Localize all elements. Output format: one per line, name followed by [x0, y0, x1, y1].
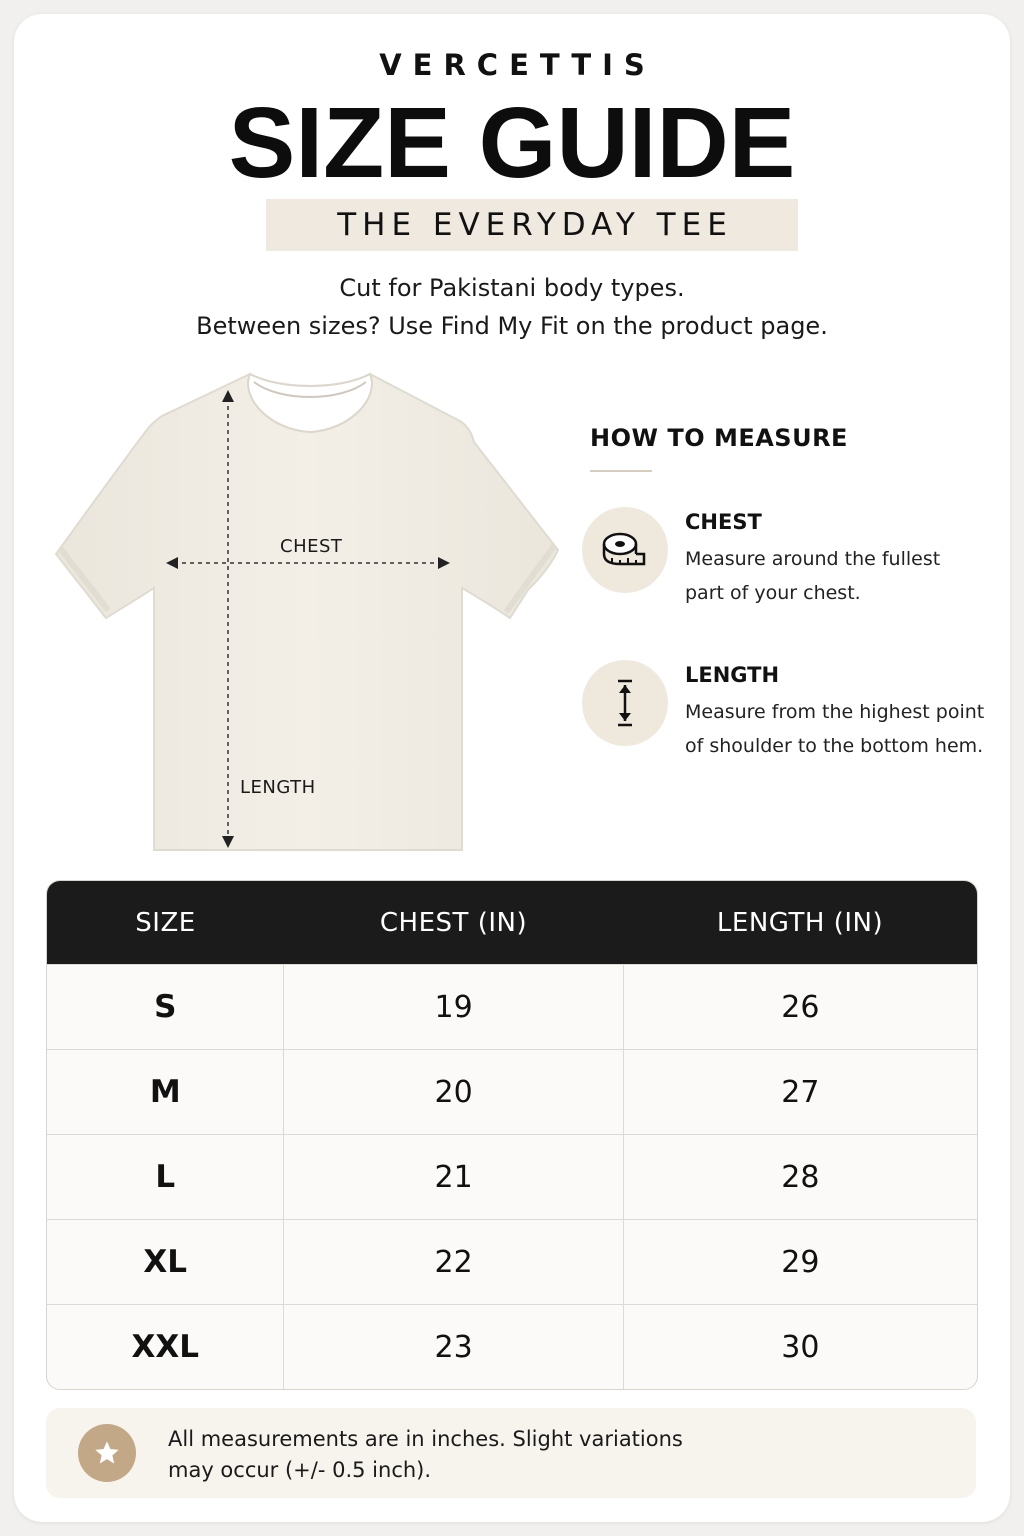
chest-cell: 22 [283, 1220, 622, 1304]
length-description: Measure from the highest point of shoulder to the bottom hem. [685, 701, 985, 757]
length-cell: 27 [623, 1050, 977, 1134]
tagline-line-1: Cut for Pakistani body types. [339, 274, 685, 302]
tshirt-diagram [50, 368, 562, 858]
brand-name: VERCETTIS [379, 48, 656, 82]
measuring-tape-icon [582, 507, 668, 593]
tagline-line-2: Between sizes? Use Find My Fit on the product page. [196, 312, 828, 340]
note-line-2: may occur (+/- 0.5 inch). [168, 1458, 432, 1482]
chest-cell: 20 [283, 1050, 622, 1134]
table-row [47, 964, 977, 1049]
size-cell: XXL [131, 1329, 200, 1365]
chest-description: Measure around the fullest part of your chest. [685, 548, 941, 604]
chest-diagram-label: CHEST [280, 536, 343, 557]
product-subtitle-text: THE EVERYDAY TEE [337, 207, 733, 243]
star-icon [78, 1424, 136, 1482]
table-header [47, 881, 977, 964]
measurement-note [46, 1408, 976, 1498]
length-cell: 28 [623, 1135, 977, 1219]
length-heading: LENGTH [685, 663, 780, 687]
header-size: SIZE [135, 907, 196, 938]
size-cell: M [149, 1074, 181, 1110]
table-row [47, 1219, 977, 1304]
length-cell: 29 [623, 1220, 977, 1304]
product-subtitle [266, 199, 798, 251]
how-to-measure-title: HOW TO MEASURE [590, 424, 848, 452]
size-cell: XL [143, 1244, 188, 1280]
table-row [47, 1304, 977, 1389]
note-text [168, 1424, 788, 1486]
title-divider [590, 470, 652, 472]
page-title: SIZE GUIDE [228, 87, 796, 199]
vertical-arrow-icon [582, 660, 668, 746]
chest-cell: 21 [283, 1135, 622, 1219]
table-row [47, 1134, 977, 1219]
size-cell: L [155, 1159, 176, 1195]
chest-cell: 23 [283, 1305, 622, 1389]
length-diagram-label: LENGTH [240, 777, 316, 798]
size-cell: S [154, 989, 177, 1025]
table-row [47, 1049, 977, 1134]
chest-cell: 19 [283, 965, 622, 1049]
chest-heading: CHEST [685, 510, 762, 534]
header-length: LENGTH (IN) [716, 907, 884, 938]
length-cell: 26 [623, 965, 977, 1049]
length-cell: 30 [623, 1305, 977, 1389]
size-table [46, 880, 978, 1390]
header-chest: CHEST (IN) [379, 907, 528, 938]
note-line-1: All measurements are in inches. Slight variations [168, 1427, 683, 1451]
